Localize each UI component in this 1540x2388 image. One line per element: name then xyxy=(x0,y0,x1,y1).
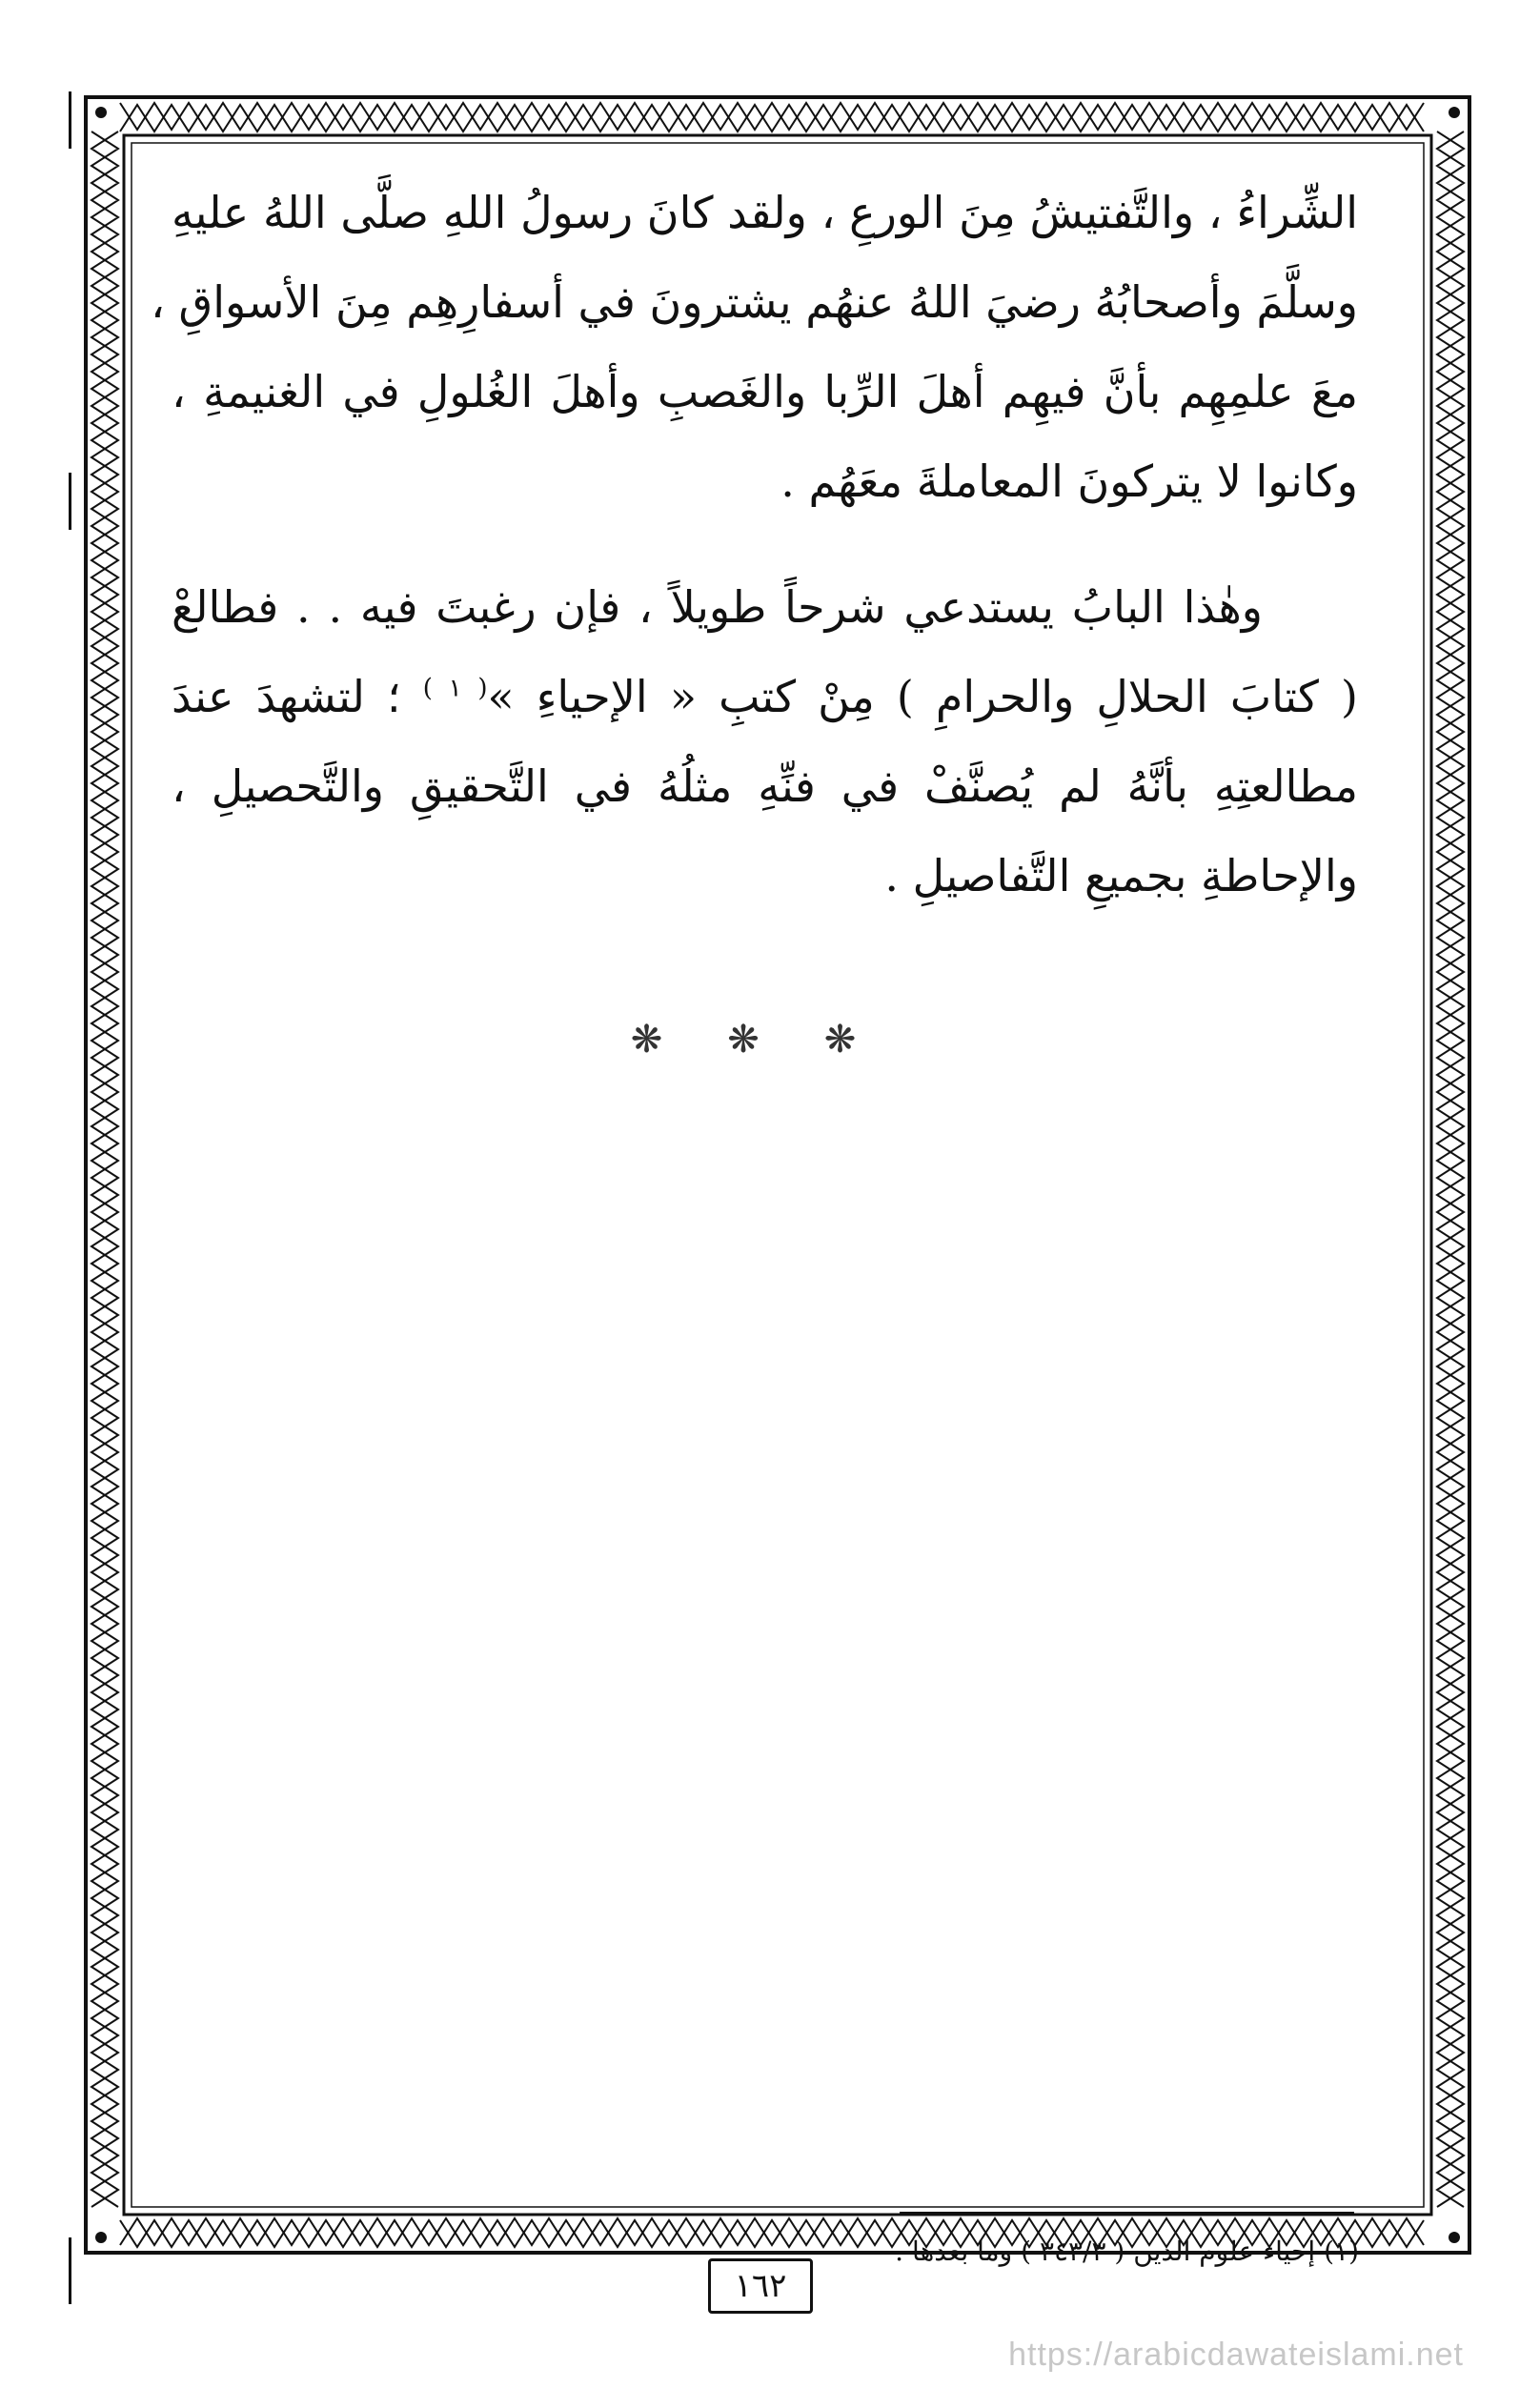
paragraph-2-line-3: مطالعتِهِ بأنَّهُ لم يُصنَّفْ في فنِّهِ مثلُهُ في التَّحقيقِ والتَّحصيلِ ، xyxy=(172,760,1358,812)
paragraph-1-line-2: وسلَّمَ وأصحابُهُ رضيَ اللهُ عنهُم يشترونَ في أسفارِهِم مِنَ الأسواقِ ، xyxy=(151,276,1358,328)
footnote: (١) إحياء علوم الدين ( ٣٤٣/٣ ) وما بعدها . xyxy=(895,2236,1359,2267)
page-number xyxy=(708,2258,813,2314)
paragraph-2-line-2-tail: ؛ لتشهدَ عندَ xyxy=(172,671,401,722)
watermark-url: https://arabicdawateislami.net xyxy=(1008,2337,1464,2373)
paragraph-1 xyxy=(151,168,1358,526)
left-margin-mark-middle xyxy=(69,473,71,530)
page-number-text: ١٦٢ xyxy=(734,2267,787,2305)
paragraph-2-line-1: وهٰذا البابُ يستدعي شرحاً طويلاً ، فإن رغبتَ فيه . . فطالعْ xyxy=(172,581,1263,633)
paragraph-2-line-2-text: ( كتابَ الحلالِ والحرامِ ) مِنْ كتبِ « الإحياءِ » xyxy=(487,671,1358,722)
footnote-separator xyxy=(900,2212,1354,2214)
border-corner-dot xyxy=(95,2232,107,2243)
border-corner-dot xyxy=(1449,107,1460,118)
star-ornament-icon: ❋ xyxy=(823,1018,910,1062)
body-text xyxy=(151,168,1358,921)
paragraph-2 xyxy=(172,562,1358,921)
border-corner-dot xyxy=(1449,2232,1460,2243)
paragraph-1-line-4: وكانوا لا يتركونَ المعاملةَ معَهُم . xyxy=(780,455,1358,507)
paragraph-2-line-2 xyxy=(172,652,1358,741)
star-ornament-icon: ❋ xyxy=(727,1018,813,1062)
border-corner-dot xyxy=(95,107,107,118)
section-divider-ornaments xyxy=(0,1018,1540,1062)
star-ornament-icon: ❋ xyxy=(630,1018,717,1062)
footnote-marker: ( ١ ) xyxy=(422,674,488,703)
left-margin-mark-top xyxy=(69,91,71,149)
paragraph-2-line-4: والإحاطةِ بجميعِ التَّفاصيلِ . xyxy=(884,850,1358,901)
paragraph-1-line-1: الشِّراءُ ، والتَّفتيشُ مِنَ الورعِ ، ولقد كانَ رسولُ اللهِ صلَّى اللهُ عليهِ xyxy=(172,187,1358,238)
paragraph-1-line-3: معَ علمِهِم بأنَّ فيهِم أهلَ الرِّبا والغَصبِ وأهلَ الغُلولِ في الغنيمةِ ، xyxy=(172,366,1358,417)
left-margin-mark-bottom xyxy=(69,2237,71,2304)
